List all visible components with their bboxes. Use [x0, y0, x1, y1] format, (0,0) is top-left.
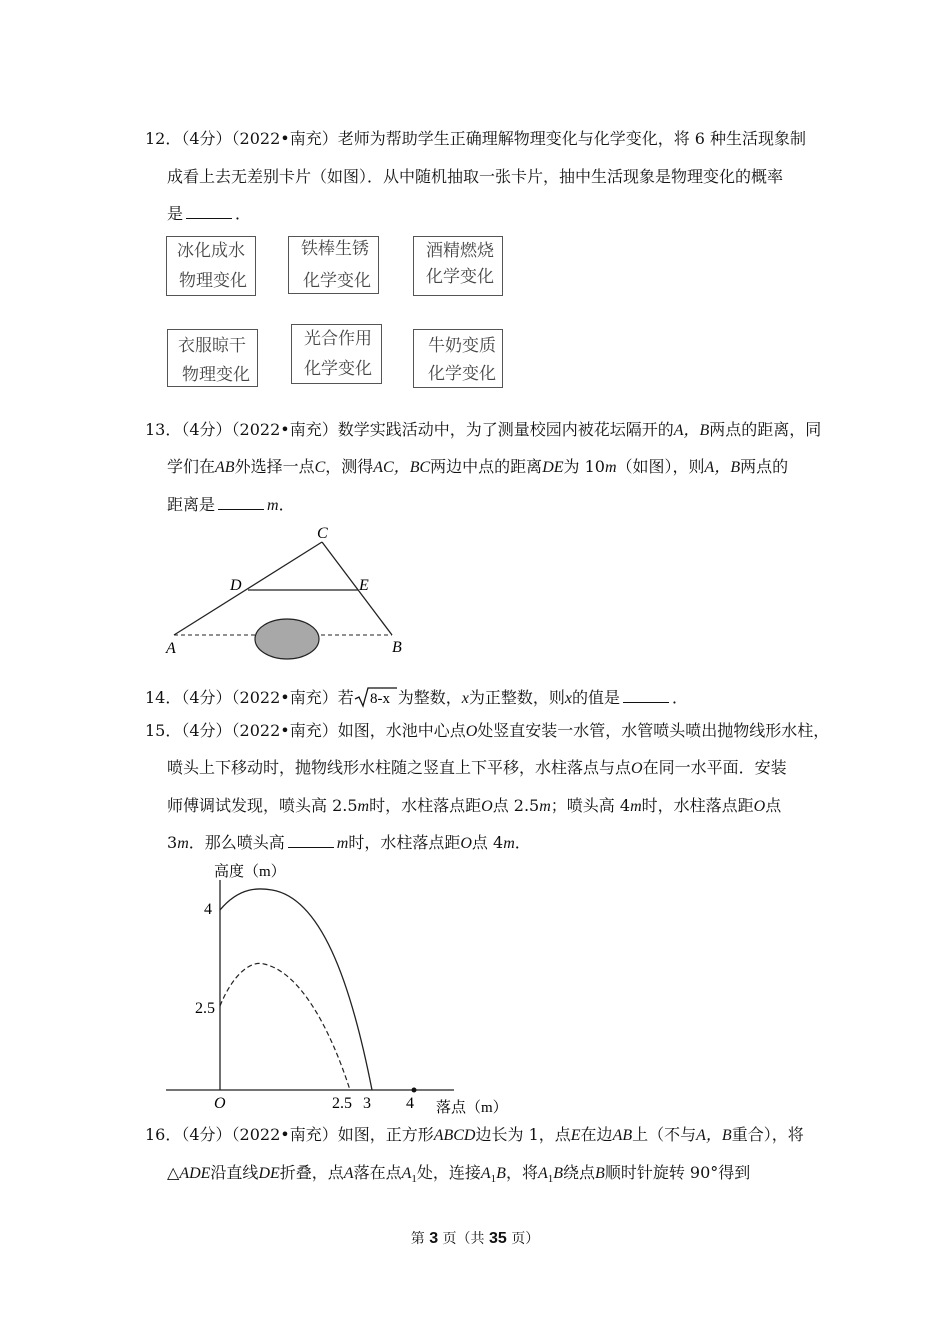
answer-blank	[186, 204, 232, 219]
label-c: C	[317, 525, 328, 542]
q16-line2	[167, 1162, 750, 1190]
q13-text: 学们在	[167, 457, 216, 476]
q16-var: A	[480, 1165, 491, 1182]
q15-text: 喷头上下移动时，抛物线形水柱随之竖直上下平移，水柱落点与点	[167, 758, 632, 777]
x-tick-4: 4	[406, 1095, 414, 1112]
card-ice-melting	[166, 236, 256, 296]
q16-text: 处，连接	[416, 1163, 481, 1182]
q15-var: O	[631, 760, 643, 777]
q15-var: O	[481, 798, 493, 815]
card-type: 化学变化	[303, 271, 371, 291]
q16-text: 折叠，点	[279, 1163, 344, 1182]
q15-text: 处竖直安装一水管，水管喷头喷出抛物线形水柱，	[477, 721, 830, 740]
q16-var: A	[401, 1165, 412, 1182]
q15-unit: m	[357, 798, 370, 815]
sqrt-expression	[354, 686, 398, 708]
q15-text: 时，水柱落点距	[348, 833, 461, 852]
y-tick-2-5: 2.5	[195, 1000, 215, 1017]
q16-sub: 1	[411, 1173, 417, 1186]
q15-text: 时，水柱落点距	[369, 796, 482, 815]
card-phenomenon: 冰化成水	[177, 241, 245, 261]
card-type: 物理变化	[182, 365, 250, 385]
q13-text: 为 10	[563, 457, 605, 476]
q12-line2: 成看上去无差别卡片（如图）．从中随机抽取一张卡片，抽中生活现象是物理变化的概率	[167, 167, 784, 186]
q16-var: B	[496, 1165, 506, 1182]
q15-var: O	[753, 798, 766, 815]
flower-bed	[255, 619, 319, 659]
q15-text: 15．（4分）（2022•南充）如图，水池中心点	[145, 721, 466, 740]
q14-text: 14．（4分）（2022•南充）若	[145, 688, 354, 707]
parabola-height-4	[220, 889, 372, 1090]
q13-var: AC，BC	[373, 459, 431, 476]
q15-text: 在同一水平面．安装	[642, 758, 787, 777]
q15-var: O	[465, 723, 478, 740]
q13-text: 外选择一点	[234, 457, 315, 476]
q13-line1	[145, 419, 821, 442]
card-clothes-drying	[167, 329, 258, 387]
q16-text: 重合），将	[731, 1125, 804, 1144]
q15-var: O	[460, 835, 472, 852]
q16-text: ，将	[505, 1163, 538, 1182]
q15-text: 点 4	[471, 833, 504, 852]
q16-text: 沿直线	[210, 1163, 259, 1182]
card-milk-spoiling	[413, 329, 503, 388]
q15-line1	[145, 720, 829, 743]
answer-blank	[623, 688, 669, 703]
q16-text: 16．（4分）（2022•南充）如图，正方形	[145, 1125, 434, 1144]
y-axis-label: 高度（m）	[214, 864, 286, 880]
label-a: A	[166, 640, 176, 657]
q15-text: 时，水柱落点距	[641, 796, 754, 815]
q14-var: x	[564, 690, 572, 707]
parabola-height-2-5	[220, 963, 350, 1090]
q13-var: AB	[215, 459, 235, 476]
q15-unit: m	[539, 798, 551, 815]
card-phenomenon: 衣服晾干	[178, 336, 246, 356]
x-tick-3: 3	[363, 1095, 371, 1112]
q13-line3	[167, 494, 295, 517]
page-total: 35	[489, 1230, 507, 1247]
q13-var: A，B	[673, 422, 710, 439]
card-alcohol-burning	[413, 236, 503, 296]
q15-unit: m	[630, 798, 642, 815]
q16-text: 顺时针旋转 90°得到	[604, 1163, 751, 1182]
q16-sub: 1	[547, 1173, 554, 1186]
q13-var: C	[314, 459, 326, 476]
q14-line	[145, 686, 688, 710]
q16-text: 落在点	[353, 1163, 402, 1182]
q14-text: 为整数，	[397, 688, 462, 707]
card-type: 化学变化	[304, 359, 372, 379]
q16-sub: 1	[490, 1173, 497, 1186]
point-x4	[412, 1088, 417, 1093]
x-axis-label: 落点（m）	[436, 1100, 508, 1116]
card-iron-rusting	[288, 236, 379, 294]
q16-var: E	[570, 1127, 581, 1144]
q15-unit: m	[177, 835, 189, 852]
q13-text: 两点的	[740, 457, 789, 476]
q13-text: 两边中点的距离	[430, 457, 543, 476]
page-footer	[0, 1228, 950, 1248]
q14-text: 为正整数，则	[468, 688, 565, 707]
card-phenomenon: 酒精燃烧	[426, 241, 494, 261]
q14-text: 的值是	[571, 688, 620, 707]
q16-text: 上（不与	[632, 1125, 697, 1144]
card-photosynthesis	[291, 324, 382, 384]
q16-var: A	[537, 1165, 548, 1182]
q13-unit: m	[604, 459, 617, 476]
q15-line2	[167, 757, 787, 780]
origin-label: O	[214, 1095, 226, 1112]
q16-var: B	[553, 1165, 564, 1182]
q16-var: ABCD	[433, 1127, 476, 1144]
q15-text: ；喷头高 4	[550, 796, 631, 815]
q16-text: △	[167, 1163, 180, 1182]
footer-prefix: 第	[410, 1231, 425, 1247]
card-type: 物理变化	[179, 271, 247, 291]
q13-var: A，B	[704, 459, 741, 476]
q16-var: B	[595, 1165, 605, 1182]
q13-text: ．	[278, 495, 295, 514]
q13-text: ，测得	[325, 457, 374, 476]
q15-text: ．那么喷头高	[188, 833, 285, 852]
q15-line4	[167, 832, 531, 855]
q13-text: 两点的距离，同	[709, 420, 822, 439]
q16-line1	[145, 1124, 804, 1147]
q15-text: 师傅调试发现，喷头高 2.5	[167, 796, 358, 815]
label-d: D	[230, 577, 242, 594]
q16-text: 在边	[580, 1125, 613, 1144]
card-type: 化学变化	[426, 267, 494, 287]
q16-var: AB	[612, 1127, 633, 1144]
q15-unit: m	[503, 835, 515, 852]
q15-text: ．	[514, 833, 531, 852]
q12-line3-prefix: 是	[167, 204, 184, 223]
footer-mid: 页（共	[442, 1231, 485, 1247]
q16-text: 绕点	[563, 1163, 596, 1182]
answer-blank	[218, 495, 264, 510]
q12-line3-suffix: ．	[235, 204, 252, 223]
answer-blank	[288, 833, 334, 848]
radicand: 8-x	[369, 691, 390, 707]
label-e: E	[359, 577, 369, 594]
x-tick-2-5: 2.5	[332, 1095, 352, 1112]
label-b: B	[392, 639, 402, 656]
q15-text: 3	[167, 833, 178, 852]
q16-var: ADE	[179, 1165, 211, 1182]
q15-text: 点 2.5	[492, 796, 540, 815]
y-tick-4: 4	[204, 901, 212, 918]
q16-var: A	[343, 1165, 354, 1182]
q13-text: 距离是	[167, 495, 216, 514]
triangle-figure	[160, 520, 420, 660]
footer-suffix: 页）	[511, 1231, 540, 1247]
q13-text: （如图），则	[616, 457, 705, 476]
q13-line2	[167, 456, 788, 479]
q15-text: 点	[765, 796, 782, 815]
q13-var: DE	[542, 459, 564, 476]
q15-line3	[167, 795, 781, 818]
q16-var: DE	[258, 1165, 280, 1182]
q12-line1: 12．（4分）（2022•南充）老师为帮助学生正确理解物理变化与化学变化，将 6 种生活现象制	[145, 129, 807, 148]
q16-var: A，B	[696, 1127, 732, 1144]
q13-unit: m	[267, 497, 279, 514]
card-type: 化学变化	[428, 364, 496, 384]
card-phenomenon: 光合作用	[304, 329, 372, 349]
q13-text: 13．（4分）（2022•南充）数学实践活动中，为了测量校园内被花坛隔开的	[145, 420, 674, 439]
q15-unit: m	[336, 835, 349, 852]
q14-var: x	[461, 690, 469, 707]
parabola-figure	[160, 858, 520, 1120]
q14-text: ．	[671, 688, 688, 707]
q16-text: 边长为 1，点	[475, 1125, 571, 1144]
card-phenomenon: 铁棒生锈	[301, 239, 369, 259]
page-number: 3	[429, 1230, 439, 1247]
card-phenomenon: 牛奶变质	[428, 336, 496, 356]
q12-line3	[167, 203, 251, 225]
side-bc	[322, 542, 392, 635]
